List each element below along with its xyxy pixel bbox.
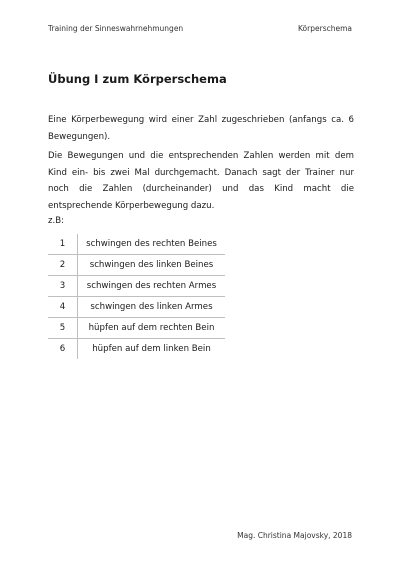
table-row [48, 276, 225, 297]
movement-number: 6 [48, 339, 78, 360]
movement-number: 3 [48, 276, 78, 297]
movement-table [48, 234, 225, 359]
intro-paragraph: Eine Körperbewegung wird einer Zahl zugeschrieben (anfangs ca. 6 Bewegungen). [48, 115, 354, 142]
table-row [48, 318, 225, 339]
instructions-paragraph: Die Bewegungen und die entsprechenden Zahlen werden mit dem Kind ein- bis zwei Mal durchgemacht. Danach sagt der Trainer nur noch die Zahlen (durcheinander) und das Kind macht die entsprechende Körperbewegung dazu. [48, 151, 354, 211]
movement-number: 1 [48, 234, 78, 255]
movement-description: schwingen des rechten Beines [78, 234, 226, 255]
movement-description: schwingen des rechten Armes [78, 276, 226, 297]
table-row [48, 234, 225, 255]
movement-number: 2 [48, 255, 78, 276]
table-row [48, 297, 225, 318]
header-left-text: Training der Sinneswahrnehmungen [48, 24, 184, 33]
movement-description: schwingen des linken Armes [78, 297, 226, 318]
header-right-text: Körperschema [298, 24, 352, 33]
movement-number: 5 [48, 318, 78, 339]
page-title: Übung I zum Körperschema [48, 72, 227, 86]
page-footer: Mag. Christina Majovsky, 2018 [237, 531, 352, 540]
example-label: z.B: [48, 216, 65, 226]
page-header [48, 24, 352, 33]
movement-description: schwingen des linken Beines [78, 255, 226, 276]
movement-description: hüpfen auf dem rechten Bein [78, 318, 226, 339]
movement-description: hüpfen auf dem linken Bein [92, 344, 211, 354]
table-row [48, 339, 225, 360]
table-row [48, 255, 225, 276]
movement-number: 4 [48, 297, 78, 318]
